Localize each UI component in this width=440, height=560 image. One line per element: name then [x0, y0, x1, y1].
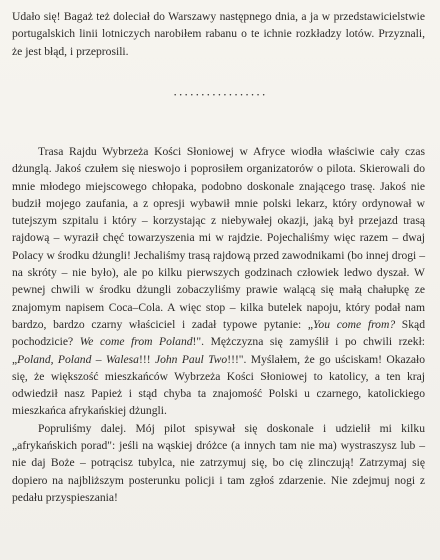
paragraph-rally-part-4: !!! [138, 352, 155, 366]
quote-john-paul-two: John Paul Two [154, 352, 228, 366]
quote-we-come-from-poland: We come from Poland [79, 335, 193, 349]
quote-poland-walesa: Poland, Poland – Walesa [17, 352, 139, 366]
paragraph-rally-part-3: !". Mężczyzna się zamyślił i po chwili rzekł: „ [12, 335, 426, 366]
intro-paragraph: Udało się! Bagaż też doleciał do Warszawy następnego dnia, a ja w przedstawicielstwie portugalskich linii lotniczych narobiłem rabanu o te ichnie rozkładzy lotów. Przyznali, że jest błąd, i przeprosili. [12, 10, 425, 58]
main-text-block [12, 143, 425, 506]
paragraph-advice: Popruliśmy dalej. Mój pilot spisywał się doskonale i udzielił mi kilku „afrykańskich porad": jeśli na wąskiej dróżce (a innych tam nie ma) wystraszysz lub – nie daj Boże – potrącisz tubylca, nie zatrzymuj się, bo cię zlinczują! Zatrzymaj się dopiero na najbliższym posterunku policji i tam zgłoś zdarzenie. Nie zdejmuj nogi z pedału przyspieszania! [12, 421, 425, 504]
section-separator: ················· [173, 87, 267, 102]
quote-you-come-from: You come from? [313, 317, 396, 331]
intro-paragraph-block [12, 8, 425, 60]
paragraph-rally-part-1: Trasa Rajdu Wybrzeża Kości Słoniowej w Afryce wiodła właściwie cały czas dżunglą. Jakoś czułem się nieswojo i poprosiłem organizatorów o pilota. Skierowali do mnie młodego miejscowego chłopaka, podobno doskonale znającego trasę. Jakoś nie budził mojego zaufania, a z opresji wybawił mnie polski lekarz, który ordynował w tutejszym szpitalu i który – korzystając z niebywałej okazji, jaką był przejazd trasą rajdową – wyraził chęć towarzyszenia mi w rajdzie. Pojechaliśmy więc razem – dwaj Polacy w środku dżungli! Jechaliśmy trasą rajdową przed zawodnikami (bo innej drogi – na skróty – nie było), ale po kilku pierwszych godzinach człowiek ledwo dyszał. W pewnej chwili w środku dżungli zobaczyliśmy prawie walącą się małą chałupkę ze znajomym napisem Coca–Cola. A więc stop – kilka butelek napoju, który podał nam bardzo, bardzo czarny właściciel i zadał typowe pytanie: „ [12, 145, 425, 331]
paragraph-rally-part-5: !!!". Myślałem, że go uściskam! Okazało się, że większość mieszkańców Wybrzeża Kości Słoniowej to katolicy, a ten kraj odwiedził nasz Papież i stąd chyba ta znajomość Polski u czarnego, katolickiego mieszkańca afrykańskiej dżungli. [12, 352, 426, 418]
paragraph-rally-part-2: Skąd pochodzicie? [12, 317, 425, 349]
paragraph-rally [12, 143, 425, 420]
